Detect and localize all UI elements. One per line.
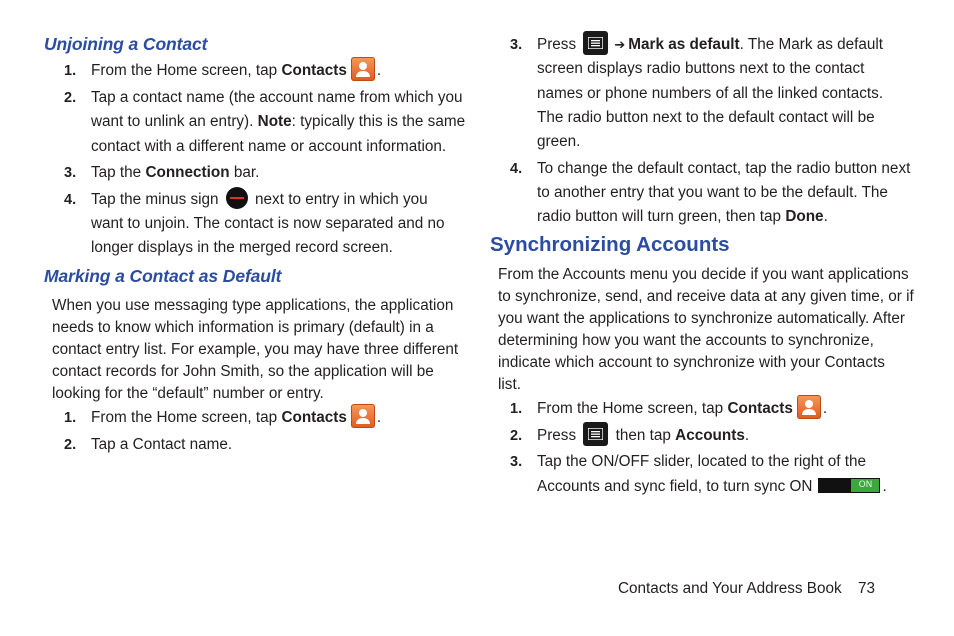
sync-step-3-line-2: Accounts and sync field, to turn sync ON ON .: [537, 478, 887, 495]
step-number: 1.: [64, 63, 77, 79]
step-number: 2.: [64, 90, 77, 106]
unjoin-step-4-line-2: want to unjoin. The contact is now separated and no: [91, 215, 445, 232]
sync-paragraph-line: determining how you want the accounts to synchronize,: [498, 332, 874, 349]
step-number: 3.: [510, 454, 523, 470]
mark-step-4-line-1: To change the default contact, tap the radio button next: [537, 160, 911, 177]
unjoin-step-4-line-3: longer displays in the merged record screen.: [91, 239, 393, 256]
mark-step-1: From the Home screen, tap Contacts .: [91, 407, 381, 429]
mark-paragraph-line: When you use messaging type applications, the application: [52, 297, 454, 314]
mark-paragraph-line: looking for the “default” number or entry.: [52, 385, 324, 402]
minus-sign-icon: [226, 187, 248, 209]
step-number: 3.: [510, 37, 523, 53]
heading-marking-default: Marking a Contact as Default: [44, 266, 282, 286]
on-off-slider-icon: [818, 478, 880, 493]
mark-paragraph-line: contact entry list. For example, you may have three different: [52, 341, 459, 358]
sync-paragraph-line: you want the applications to synchronize automatically. After: [498, 310, 906, 327]
menu-key-icon: [583, 422, 608, 446]
step-number: 3.: [64, 165, 77, 181]
sync-paragraph-line: indicate which account to synchronize with your Contacts: [498, 354, 885, 371]
step-number: 1.: [64, 410, 77, 426]
unjoin-step-4-line-1: Tap the minus sign next to entry in which you: [91, 189, 428, 211]
mark-step-3-line-4: The radio button next to the default contact will be: [537, 109, 875, 126]
page-number: 73: [858, 580, 876, 597]
sync-step-3-line-1: Tap the ON/OFF slider, located to the right of the: [537, 453, 867, 470]
unjoin-step-3: Tap the Connection bar.: [91, 164, 260, 181]
unjoin-step-2-line-3: contact with a different name or account information.: [91, 138, 447, 155]
contacts-app-icon: [351, 404, 375, 428]
footer-section-title: Contacts and Your Address Book: [618, 580, 842, 597]
mark-step-3-line-3: names or phone numbers of all the linked contacts.: [537, 85, 884, 102]
arrow-glyph: ➔: [614, 38, 626, 53]
mark-paragraph-line: contact records for John Smith, so the application will be: [52, 363, 434, 380]
contacts-app-icon: [351, 57, 375, 81]
mark-step-2: Tap a Contact name.: [91, 436, 233, 453]
mark-step-3-line-1: Press ➔ Mark as default. The Mark as default: [537, 34, 883, 57]
heading-synchronizing-accounts: Synchronizing Accounts: [490, 233, 730, 256]
sync-paragraph-line: list.: [498, 376, 521, 393]
sync-paragraph-line: From the Accounts menu you decide if you want applications: [498, 266, 909, 283]
mark-step-3-line-5: green.: [537, 133, 581, 150]
unjoin-step-2-line-1: Tap a contact name (the account name from which you: [91, 89, 463, 106]
mark-paragraph-line: needs to know which information is primary (default) in a: [52, 319, 434, 336]
mark-step-3-line-2: screen displays radio buttons next to the contact: [537, 60, 865, 77]
sync-step-2: Press then tap Accounts.: [537, 425, 749, 447]
slider-on-label: ON: [851, 479, 879, 492]
sync-paragraph-line: to synchronize, send, and receive data at any given time, or if: [498, 288, 914, 305]
menu-key-icon: [583, 31, 608, 55]
mark-step-4-line-2: to another entry that you want to be the default. The: [537, 184, 888, 201]
sync-step-1: From the Home screen, tap Contacts .: [537, 398, 827, 420]
unjoin-step-1: From the Home screen, tap Contacts .: [91, 60, 381, 82]
unjoin-step-2-line-2: want to unlink an entry). Note: typically this is the same: [91, 113, 466, 130]
mark-step-4-line-3: radio button will turn green, then tap Done.: [537, 208, 828, 225]
step-number: 2.: [510, 428, 523, 444]
step-number: 2.: [64, 437, 77, 453]
heading-unjoining-contact: Unjoining a Contact: [44, 34, 208, 54]
step-number: 4.: [64, 192, 77, 208]
step-number: 1.: [510, 401, 523, 417]
contacts-app-icon: [797, 395, 821, 419]
step-number: 4.: [510, 161, 523, 177]
